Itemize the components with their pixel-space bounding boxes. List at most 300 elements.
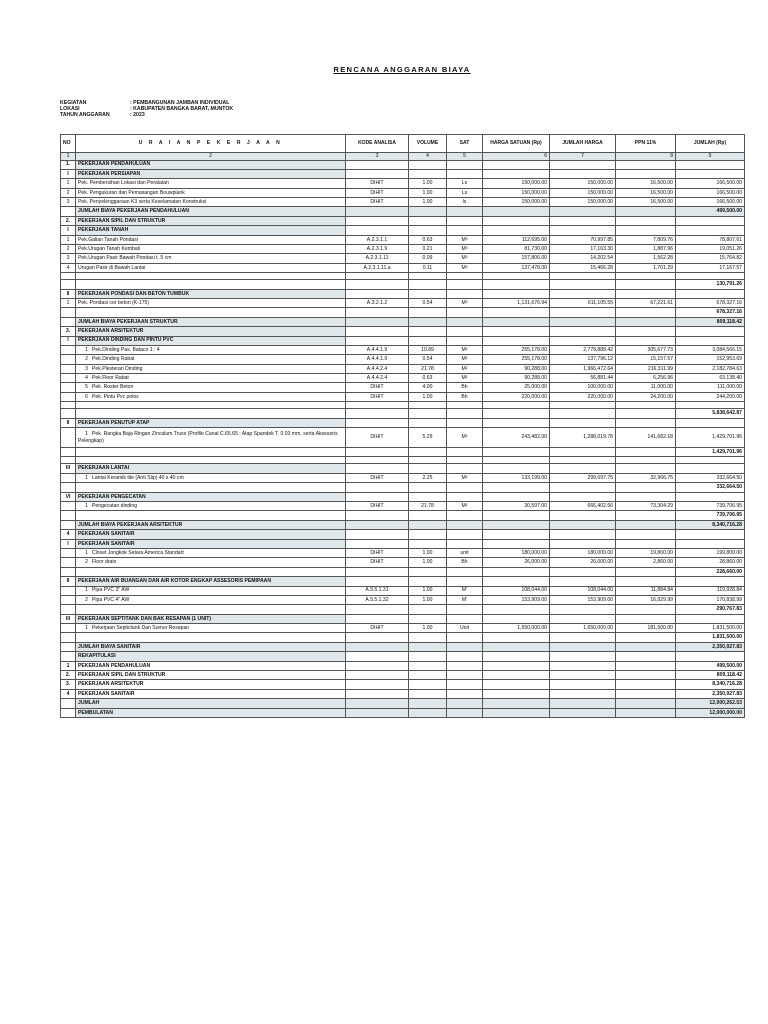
table-cell-empty [676,226,745,235]
item-kode-analisa: A.2.3.1.1 [346,235,409,244]
recap-value: 499,500.00 [676,661,745,670]
table-cell-empty [409,448,447,457]
table-cell-empty [483,539,550,548]
row-number: 1 [61,298,76,307]
table-cell-empty [616,661,676,670]
header-kode: KODE ANALISA [346,135,409,153]
table-cell-empty [550,448,616,457]
item-volume: 10.89 [409,345,447,354]
table-cell-empty [447,457,483,464]
info-label: KEGIATAN [60,100,87,106]
table-cell-empty [61,448,76,457]
table-cell-empty [346,530,409,539]
table-cell-empty [550,605,616,614]
info-row-tahun [60,112,744,118]
table-cell-empty [447,633,483,642]
item-description-text: Urugan Pasir di Bawah Lantai [78,264,146,271]
table-cell-empty [616,492,676,501]
table-cell-empty [447,317,483,326]
item-jumlah: 63,138.40 [676,374,745,383]
table-cell-empty [346,317,409,326]
col-number: 4 [409,153,447,161]
item-volume: 0.63 [409,235,447,244]
table-cell-empty [550,539,616,548]
table-cell-empty [447,605,483,614]
table-cell-empty [616,169,676,178]
table-cell-empty [346,661,409,670]
item-description [76,263,346,272]
table-cell-empty [483,226,550,235]
table-cell-empty [616,418,676,427]
item-jumlah-harga: 15,466.28 [550,263,616,272]
item-jumlah-harga: 14,202.54 [550,254,616,263]
table-cell-empty [346,289,409,298]
subtotal-row [61,483,745,492]
table-cell-empty [616,671,676,680]
table-cell-empty [483,652,550,661]
item-description-text: Pipa PVC 3" AW [92,587,130,594]
item-jumlah-harga: 56,881.44 [550,374,616,383]
item-harga-satuan: 133,199.00 [483,473,550,482]
section-header-row [61,216,745,225]
item-description [76,298,346,307]
table-cell-empty [676,216,745,225]
item-row [61,245,745,254]
item-kode-analisa: DIHIT [346,428,409,448]
section-total-value: 809,118.42 [676,317,745,326]
row-number: 3. [61,327,76,336]
item-ppn: 216,311.99 [616,364,676,373]
item-satuan: M² [447,374,483,383]
table-cell-empty [616,708,676,717]
item-kode-analisa: A.5.5.1.32 [346,595,409,604]
table-cell-empty [550,567,616,576]
table-cell-empty [483,708,550,717]
table-cell-empty [483,448,550,457]
table-cell-empty [676,457,745,464]
section-title: PEKERJAAN PENGECATAN [76,492,346,501]
item-jumlah-harga: 137,796.12 [550,355,616,364]
recap-value: 12,000,000.00 [676,708,745,717]
item-description-text: Pipa PVC 4" AW [92,596,130,603]
table-cell-empty [346,207,409,216]
table-cell-empty [409,492,447,501]
table-cell-empty [550,169,616,178]
item-description [76,188,346,197]
table-cell-empty [616,614,676,623]
item-jumlah-harga: 153,909.00 [550,595,616,604]
table-cell-empty [616,226,676,235]
item-jumlah: 244,200.00 [676,392,745,401]
item-volume: 4.00 [409,383,447,392]
section-header-row [61,327,745,336]
table-cell-empty [550,457,616,464]
table-cell-empty [409,708,447,717]
section-total-label: JUMLAH BIAYA PEKERJAAN PENDAHULUAN [76,207,346,216]
table-cell-empty [409,317,447,326]
item-kode-analisa: A.3.2.1.2 [346,298,409,307]
item-ppn: 19,800.00 [616,548,676,557]
table-cell-empty [346,605,409,614]
table-cell-empty [550,226,616,235]
recap-row [61,671,745,680]
item-description-text: Pek.Dinding Pas. Bataco 1 : 4 [92,346,160,353]
table-cell-empty [76,308,346,317]
table-cell-empty [550,336,616,345]
row-number: 4 [61,263,76,272]
subtotal-value: 290,767.83 [676,605,745,614]
section-header-row [61,160,745,169]
table-cell-empty [61,402,76,409]
item-volume: 0.54 [409,355,447,364]
item-harga-satuan: 90,288.00 [483,374,550,383]
table-cell-empty [447,577,483,586]
table-cell-empty [447,273,483,280]
item-harga-satuan: 180,000.00 [483,548,550,557]
table-cell-empty [346,483,409,492]
item-row [61,235,745,244]
item-kode-analisa: DIHIT [346,473,409,482]
table-cell-empty [550,492,616,501]
item-description [76,254,346,263]
table-cell-empty [76,280,346,289]
table-cell-empty [409,483,447,492]
row-number: 3 [61,254,76,263]
budget-document [60,60,744,716]
table-cell-empty [346,216,409,225]
item-jumlah-harga: 150,000.00 [550,179,616,188]
table-cell-empty [447,708,483,717]
item-sub-number: 5 [85,384,88,391]
table-row-blank [61,273,745,280]
item-volume: 0.63 [409,374,447,383]
item-jumlah-harga: 17,163.30 [550,245,616,254]
section-total-value: 2,350,927.83 [676,642,745,651]
table-cell-empty [346,577,409,586]
subtotal-row [61,409,745,418]
item-row [61,355,745,364]
row-number [61,595,76,604]
item-row [61,298,745,307]
table-cell-empty [409,567,447,576]
table-cell-empty [616,520,676,529]
table-cell-empty [409,336,447,345]
item-harga-satuan: 1,131,676.94 [483,298,550,307]
item-kode-analisa: A.2.3.1.11.a [346,263,409,272]
item-satuan: Unit [447,624,483,633]
table-cell-empty [483,492,550,501]
table-cell-empty [346,567,409,576]
table-cell-empty [483,633,550,642]
item-row [61,428,745,448]
item-jumlah-harga: 666,402.66 [550,502,616,511]
table-cell-empty [61,633,76,642]
item-description-text: Pek. Pembersihan Lokasi dan Peralatan [78,180,169,187]
table-cell-empty [616,464,676,473]
section-header-row [61,492,745,501]
item-row [61,254,745,263]
item-satuan: M² [447,473,483,482]
table-cell-empty [616,160,676,169]
table-cell-empty [447,614,483,623]
item-description-text: Pek. Roster Beton [92,384,134,391]
row-number: 4 [61,530,76,539]
section-title: PEKERJAAN PERSIAPAN [76,169,346,178]
table-cell-empty [483,661,550,670]
table-body [61,160,745,717]
table-cell-empty [550,661,616,670]
table-cell-empty [676,273,745,280]
row-number: 1. [61,160,76,169]
item-jumlah: 15,764.82 [676,254,745,263]
table-cell-empty [409,633,447,642]
item-jumlah: 152,953.69 [676,355,745,364]
item-satuan: ls [447,198,483,207]
section-total-label: JUMLAH BIAYA PEKERJAAN STRUKTUR [76,317,346,326]
item-row [61,558,745,567]
table-cell-empty [61,207,76,216]
table-cell-empty [447,699,483,708]
table-cell-empty [550,483,616,492]
table-cell-empty [409,169,447,178]
table-cell-empty [676,530,745,539]
item-volume: 2.25 [409,473,447,482]
item-harga-satuan: 157,806.00 [483,254,550,263]
col-number: 7 [550,153,616,161]
item-harga-satuan: 112,695.00 [483,235,550,244]
recap-value: 8,340,716.28 [676,680,745,689]
table-cell-empty [447,207,483,216]
table-cell-empty [550,699,616,708]
table-cell-empty [76,633,346,642]
recap-value: 809,118.42 [676,671,745,680]
subtotal-value: 1,429,701.96 [676,448,745,457]
item-ppn: 1,701.29 [616,263,676,272]
item-ppn: 73,304.29 [616,502,676,511]
item-volume: 21.78 [409,502,447,511]
item-satuan: M² [447,345,483,354]
table-cell-empty [409,689,447,698]
section-total-row [61,207,745,216]
item-description [76,558,346,567]
item-description [76,235,346,244]
table-cell-empty [550,317,616,326]
header-harga-satuan: HARGA SATUAN (Rp) [483,135,550,153]
table-cell-empty [61,511,76,520]
item-volume: 1.00 [409,624,447,633]
item-jumlah: 199,800.00 [676,548,745,557]
table-cell-empty [61,308,76,317]
table-cell-empty [550,652,616,661]
section-title: PEKERJAAN DINDING DAN PINTU PVC [76,336,346,345]
table-cell-empty [346,402,409,409]
subtotal-value: 678,327.16 [676,308,745,317]
item-sub-number: 1 [85,474,88,481]
table-cell-empty [447,689,483,698]
subtotal-row [61,605,745,614]
col-number: 6 [483,153,550,161]
table-cell-empty [483,402,550,409]
table-cell-empty [346,409,409,418]
item-volume: 1.00 [409,179,447,188]
item-satuan: M³ [447,263,483,272]
table-cell-empty [483,273,550,280]
table-cell-empty [550,216,616,225]
table-cell-empty [346,699,409,708]
item-harga-satuan: 255,178.00 [483,345,550,354]
table-cell-empty [61,483,76,492]
table-cell-empty [616,567,676,576]
item-satuan: M³ [447,254,483,263]
item-description-text: Pek.Urugan Pasir Bawah Pondasi t. 5 cm [78,255,172,262]
table-cell-empty [346,511,409,520]
item-jumlah-harga: 150,000.00 [550,188,616,197]
table-cell-empty [550,633,616,642]
row-number: 2 [61,188,76,197]
item-ppn: 15,157.57 [616,355,676,364]
table-cell-empty [550,207,616,216]
recap-row [61,708,745,717]
col-number: 3 [346,153,409,161]
table-cell-empty [550,464,616,473]
item-satuan: M' [447,595,483,604]
item-jumlah: 28,860.00 [676,558,745,567]
row-number [61,428,76,448]
section-title: PEKERJAAN SANITAIR [76,539,346,548]
item-description [76,595,346,604]
item-row [61,345,745,354]
item-description [76,245,346,254]
item-satuan: M³ [447,235,483,244]
item-harga-satuan: 26,000.00 [483,558,550,567]
item-row [61,263,745,272]
section-title: PEKERJAAN LANTAI [76,464,346,473]
table-cell-empty [483,605,550,614]
item-satuan: Bh [447,383,483,392]
item-harga-satuan: 153,909.00 [483,595,550,604]
subtotal-value: 130,791.26 [676,280,745,289]
item-kode-analisa: DIHIT [346,179,409,188]
table-cell-empty [483,567,550,576]
item-sub-number: 1 [85,346,88,353]
table-cell-empty [616,530,676,539]
table-cell-empty [447,642,483,651]
item-harga-satuan: 137,478.00 [483,263,550,272]
table-cell-empty [447,652,483,661]
item-description-text: Pengecatan dinding [92,502,138,509]
item-jumlah-harga: 70,997.85 [550,235,616,244]
item-jumlah: 119,928.84 [676,586,745,595]
table-cell-empty [616,280,676,289]
item-sub-number: 1 [85,431,88,438]
table-cell-empty [483,511,550,520]
table-cell-empty [76,483,346,492]
table-cell-empty [61,642,76,651]
item-satuan: M³ [447,245,483,254]
info-label: LOKASI [60,106,80,113]
table-cell-empty [616,289,676,298]
item-description [76,374,346,383]
table-cell-empty [76,409,346,418]
item-description-text: Pek. Pengukuran dan Pemasangan Bouwplank [78,189,185,196]
item-row [61,374,745,383]
row-number [61,652,76,661]
table-cell-empty [483,216,550,225]
table-cell-empty [346,520,409,529]
table-cell-empty [447,226,483,235]
item-kode-analisa: A.2.3.1.9 [346,245,409,254]
item-ppn: 16,500.00 [616,198,676,207]
table-cell-empty [676,614,745,623]
subtotal-value: 5,838,642.87 [676,409,745,418]
item-kode-analisa: DIHIT [346,383,409,392]
item-sub-number: 1 [85,625,88,632]
row-number: 1 [61,179,76,188]
item-jumlah-harga: 1,288,019.78 [550,428,616,448]
table-cell-empty [616,457,676,464]
table-cell-empty [76,511,346,520]
item-kode-analisa: DIHIT [346,624,409,633]
row-number [61,699,76,708]
item-harga-satuan: 255,178.00 [483,355,550,364]
row-number: 1 [61,661,76,670]
table-cell-empty [676,160,745,169]
table-cell-empty [61,520,76,529]
item-harga-satuan: 30,597.00 [483,502,550,511]
table-cell-empty [76,402,346,409]
table-cell-empty [346,226,409,235]
table-cell-empty [483,327,550,336]
table-cell-empty [616,511,676,520]
row-number [61,708,76,717]
table-cell-empty [346,464,409,473]
section-total-label: JUMLAH BIAYA SANITAIR [76,642,346,651]
item-volume: 0.54 [409,298,447,307]
item-description [76,392,346,401]
item-harga-satuan: 150,000.00 [483,179,550,188]
info-value: : KABUPATEN BANGKA BARAT, MUNTOK [130,106,234,113]
item-sub-number: 3 [85,365,88,372]
section-title: PEKERJAAN PENUTUP ATAP [76,418,346,427]
section-header-row [61,289,745,298]
table-cell-empty [409,418,447,427]
item-description-text: Pek.Dinding Rabat [92,356,135,363]
item-description [76,345,346,354]
header-jumlah-harga: JUMLAH HARGA [550,135,616,153]
recap-row [61,699,745,708]
row-number: 2. [61,216,76,225]
col-number: 2 [76,153,346,161]
item-description [76,428,346,448]
header-uraian: U R A I A N P E K E R J A A N [76,135,346,153]
info-value: : 2023 [130,112,145,119]
table-cell-empty [616,273,676,280]
item-harga-satuan: 220,000.00 [483,392,550,401]
recap-label: PEKERJAAN ARSITEKTUR [76,680,346,689]
item-ppn: 141,682.18 [616,428,676,448]
table-cell-empty [346,642,409,651]
table-cell-empty [483,642,550,651]
table-cell-empty [550,530,616,539]
item-ppn: 16,929.99 [616,595,676,604]
table-cell-empty [447,530,483,539]
item-volume: 0.11 [409,263,447,272]
item-row [61,364,745,373]
table-cell-empty [409,402,447,409]
table-cell-empty [616,483,676,492]
table-cell-empty [616,207,676,216]
table-cell-empty [409,605,447,614]
